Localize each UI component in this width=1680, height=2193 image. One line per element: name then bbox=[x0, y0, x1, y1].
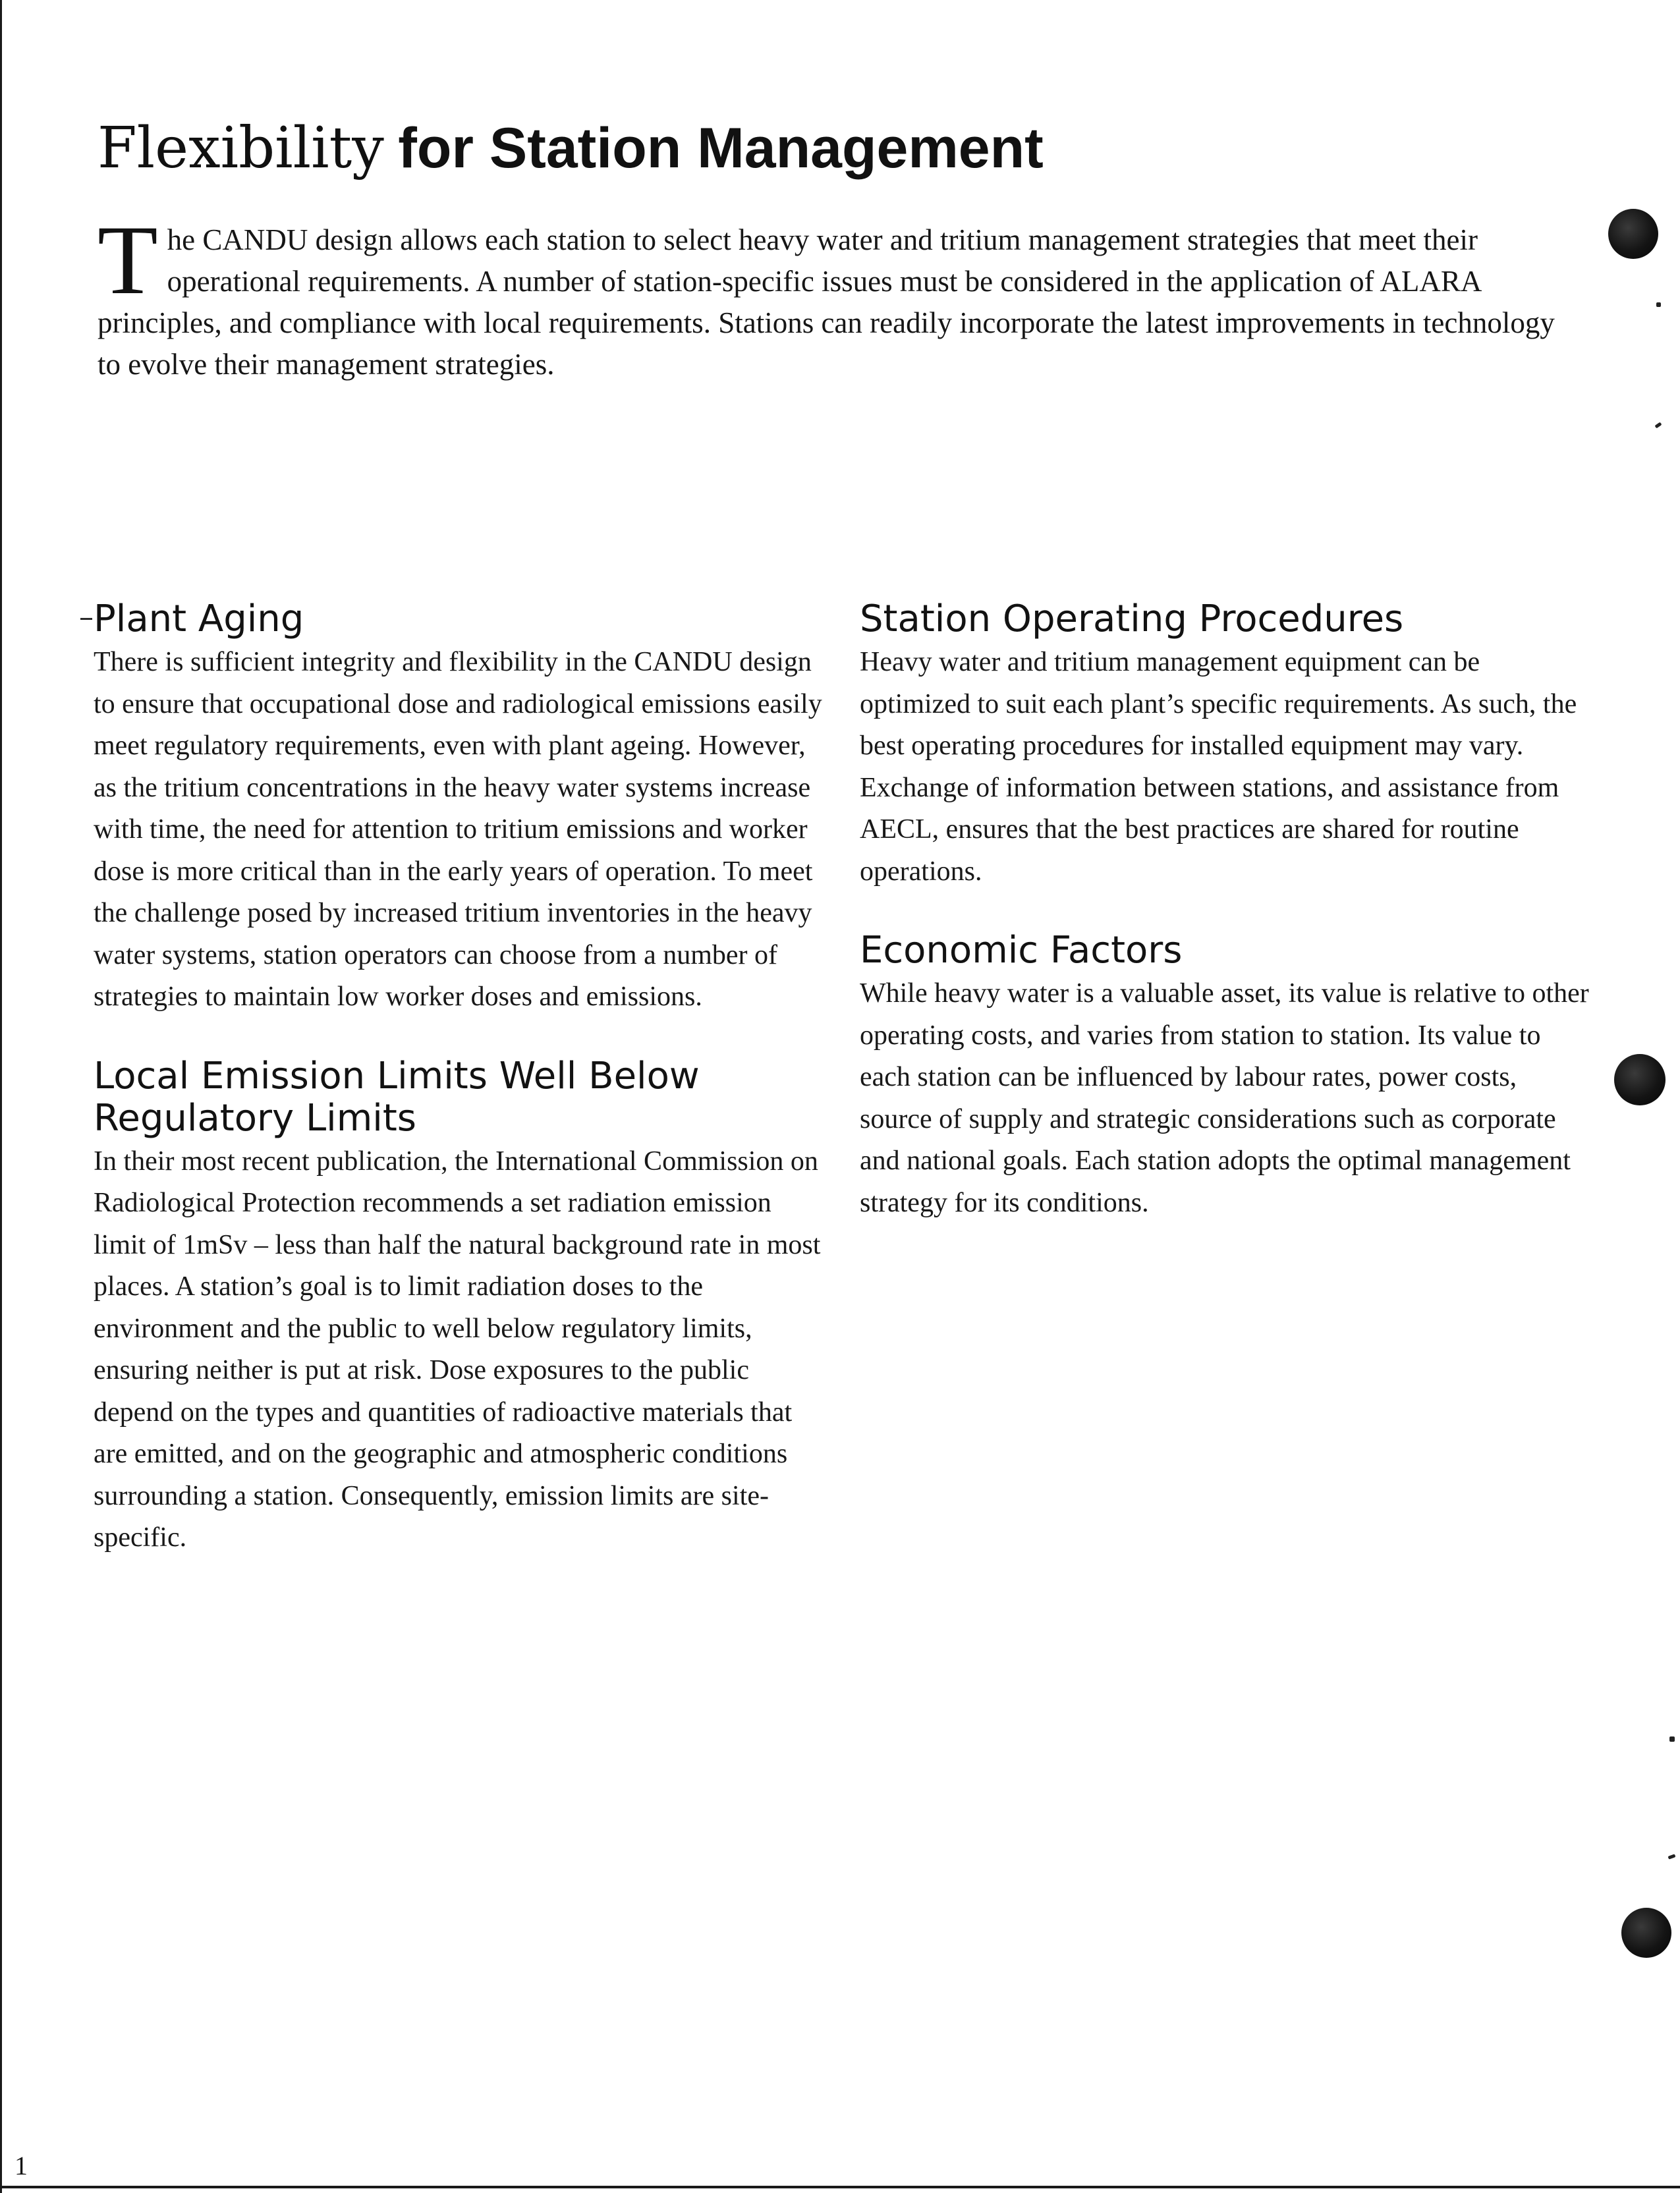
section-heading: Local Emission Limits Well Below Regulatory Limits bbox=[94, 1054, 700, 1140]
right-column bbox=[860, 598, 1591, 1261]
page-title-sans-part: for Station Management bbox=[398, 117, 1044, 180]
section-body: In their most recent publication, the International Commission on Radiological Protection recommends a set radiation emission limit of 1mSv – less than half the natural background rate in most places. A station’s goal is to limit radiation doses to the environment and the public to well below regulatory limits, ensuring neither is put at risk. Dose exposures to the public depend on the types and quantities of radioactive materials that are emitted, and on the geographic and atmospheric conditions surrounding a station. Consequently, emission limits are site-specific. bbox=[94, 1146, 821, 1553]
binder-hole-top bbox=[1608, 209, 1658, 259]
scan-speck bbox=[1656, 302, 1661, 307]
section-local-emission-limits bbox=[94, 1055, 825, 1559]
scan-speck bbox=[1654, 422, 1662, 429]
page-bottom-edge bbox=[0, 2186, 1680, 2188]
scan-speck bbox=[1667, 1854, 1675, 1859]
intro-drop-cap: T bbox=[98, 206, 158, 315]
page-left-edge bbox=[0, 0, 2, 2193]
section-body: There is sufficient integrity and flexibility in the CANDU design to ensure that occupational dose and radiological emissions easily meet regulatory requirements, even with plant ageing. However, as the tritium concentrations in the heavy water systems increase with time, the need for attention to tritium emissions and worker dose is more critical than in the early years of operation. To meet the challenge posed by increased tritium inventories in the heavy water systems, station operators can choose from a number of strategies to maintain low worker doses and emissions. bbox=[94, 647, 822, 1012]
section-heading: Plant Aging bbox=[94, 597, 304, 640]
scan-speck bbox=[1669, 1736, 1675, 1742]
intro-paragraph bbox=[98, 206, 1560, 385]
section-body: While heavy water is a valuable asset, its value is relative to other operating costs, and varies from station to station. Its value to each station can be influenced by labour rates, power costs, source of supply and strategic considerations such as corporate and national goals. Each station adopts the optimal management strategy for its conditions. bbox=[860, 978, 1589, 1218]
page-title-serif-part: Flexibility bbox=[98, 115, 384, 181]
binder-hole-middle bbox=[1614, 1054, 1666, 1105]
section-economic-factors bbox=[860, 930, 1591, 1224]
margin-dash-mark bbox=[80, 618, 92, 620]
page-number: 1 bbox=[14, 2151, 28, 2180]
binder-hole-bottom bbox=[1621, 1908, 1671, 1958]
page-title bbox=[98, 112, 1044, 184]
section-heading: Station Operating Procedures bbox=[860, 597, 1404, 640]
left-column bbox=[94, 598, 825, 1596]
section-body: Heavy water and tritium management equipment can be optimized to suit each plant’s specific requirements. As such, the best operating procedures for installed equipment may vary. Exchange of information between stations, and assistance from AECL, ensures that the best practices are shared for routine operations. bbox=[860, 647, 1577, 887]
intro-text: he CANDU design allows each station to select heavy water and tritium management strategies that meet their operational requirements. A number of station-specific issues must be considered in the application of ALARA principles, and compliance with local requirements. Stations can readily incorporate the latest improvements in technology to evolve their management strategies. bbox=[98, 223, 1555, 381]
section-plant-aging bbox=[94, 598, 825, 1018]
section-heading: Economic Factors bbox=[860, 929, 1183, 972]
section-station-operating-procedures bbox=[860, 598, 1591, 893]
